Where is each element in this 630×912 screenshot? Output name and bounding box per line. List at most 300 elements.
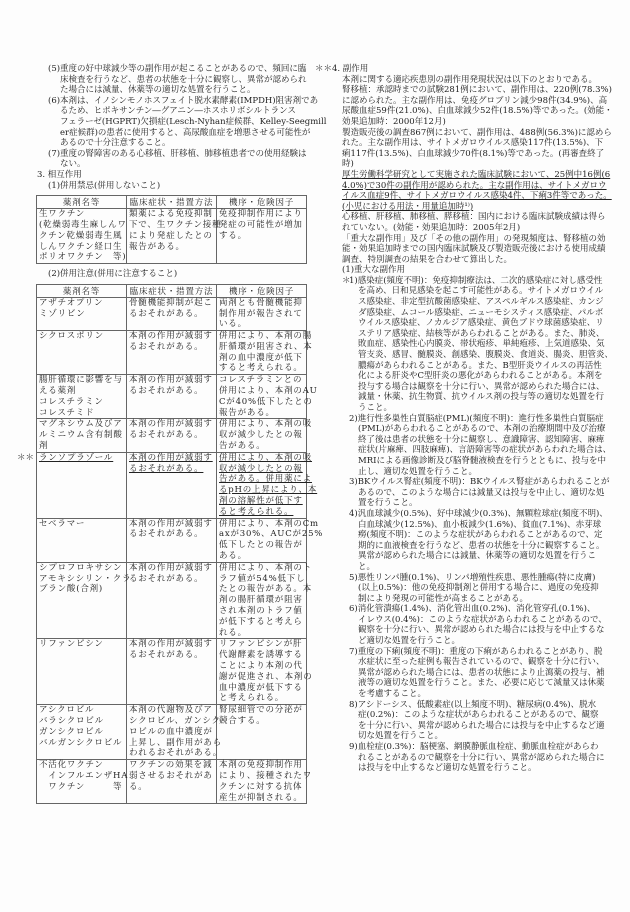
text-line-content: 9)血栓症(0.3%)：脳梗塞、網膜静脈血栓症、動脈血栓症があらわ [349, 742, 599, 752]
cell-line: シクロスポリン [39, 331, 104, 342]
adverse-reaction-item [315, 573, 615, 605]
text-line-content: 心移植、肝移植、肺移植、膵移植：国内における臨床試験成績は得ら [342, 212, 606, 223]
text-line [315, 615, 615, 626]
table-row [37, 331, 307, 375]
cell-line: るおそれがある。 [129, 341, 204, 352]
cell-line: 剤の溶解性が低下す [219, 496, 303, 507]
text-line-content: フェラーゼ(HGPRT)欠損症(Lesch-Nyhan症候群、Kelley-Seegmill [60, 116, 327, 127]
cell-line: われるおそれがある。 [129, 748, 223, 759]
cell-line: 収が減少したとの報 [219, 430, 303, 441]
table-cell [217, 209, 307, 264]
cell-line: 剤の腸肝循環が阻害 [219, 595, 303, 606]
cell-line: シクロビル、ガンシク [129, 715, 221, 726]
text-line [315, 721, 615, 732]
text-line [315, 255, 615, 266]
text-line-content: (小児における用法・用量追加時¹⁾) [342, 201, 474, 212]
cell-line: アモキシシリン・クラ [39, 573, 132, 584]
cell-line: 本剤の作用が減弱す [129, 518, 213, 529]
cell-line: シプロフロキサシン [39, 562, 123, 573]
text-line [315, 583, 615, 594]
text-line-content: れていない。(効能・効果追加時：2005年2月) [342, 222, 521, 233]
text-line-content: は投与を中止するなど適切な処置を行うこと。 [358, 763, 537, 774]
text-line [315, 117, 615, 128]
text-line-content: れた。主な副作用は、サイトメガロウイルス感染117件(13.5%)、下 [342, 138, 604, 149]
cell-line: 併用により、本剤の吸 [219, 419, 313, 430]
text-line [315, 339, 615, 350]
table-cell [127, 297, 217, 330]
cell-line: える薬剤 [39, 386, 77, 397]
cell-line: マグネシウム及びア [39, 419, 123, 430]
cell-line: 併用により、本剤の吸 [219, 452, 313, 463]
text-line [315, 424, 615, 435]
cell-line: 骨髄機能抑制が起こ [129, 297, 213, 308]
text-line-content: を十分に行い、異常が認められた場合には投与を中止するなど適 [358, 720, 605, 731]
text-line-content: 7)重度の下痢(頻度不明)：重度の下痢があらわれることがあり、脱 [349, 646, 603, 657]
text-line-content: 管支炎、感冒、髄膜炎、創感染、腹膜炎、食道炎、腸炎、胆管炎、 [358, 350, 614, 361]
text-line-content: 観察を十分に行い、異常が認められた場合には投与を中止するな [358, 625, 605, 636]
text-line-content: 止し、適切な処置を行うこと。 [358, 466, 478, 477]
text-line-content: 4.0%)で30件の副作用が認められた。主な副作用は、サイトメガロウ [342, 180, 607, 191]
text-line-content: るため、ヒポキサンチン―グアニン―ホスホリボシルトランス [60, 106, 296, 117]
table-cell [217, 452, 318, 518]
cell-line: axが30%、AUCが25% [219, 529, 324, 540]
text-line-content: 水症状に至った症例も報告されているので、観察を十分に行い、 [358, 657, 605, 668]
interaction-table-block [17, 284, 324, 805]
adverse-reaction-item [315, 414, 615, 478]
cell-line: 腸肝循環に影響を与 [39, 375, 123, 386]
text-line [36, 85, 311, 96]
cell-line: ラフ値が54%低下し [219, 573, 306, 584]
cell-line: る。 [129, 781, 148, 792]
text-line-content: 白血球減少(12.5%)、血小板減少(1.6%)、貧血(7.1%)、赤芽球 [358, 519, 602, 530]
text-line [315, 668, 615, 679]
cell-line: 本剤の作用が減弱す [129, 419, 213, 430]
table-cell [217, 639, 313, 705]
text-line-content: ダ感染症、ムコール感染症、ニューモシスティス感染症、パルボ [358, 307, 604, 318]
table-cell [217, 331, 313, 375]
cell-line: 本剤の作用が減弱す [129, 639, 213, 650]
text-line [315, 647, 615, 658]
table-cell [127, 209, 222, 264]
text-line-content: (1)併用禁忌(併用しないこと) [48, 180, 161, 191]
text-line [315, 763, 615, 774]
cell-line: Cが40%低下したとの [219, 396, 313, 407]
table-cell [37, 331, 127, 375]
table-cell [217, 760, 313, 804]
text-line-content: イレウス(0.4%)：このような症状があらわれることがあるので、 [358, 614, 607, 625]
text-line [315, 64, 615, 75]
cell-line: すると考えられる。 [219, 363, 303, 374]
table-cell [127, 452, 217, 518]
table-cell [127, 639, 217, 705]
cell-line: るおそれがある。 [129, 529, 204, 540]
text-line [315, 191, 615, 202]
text-line [315, 477, 615, 488]
table-header-cell: 薬剤名等 [37, 196, 127, 209]
section-heading [36, 170, 311, 181]
text-line-content: と。 [358, 561, 376, 572]
interaction-table [17, 284, 324, 805]
cell-line: ワクチンの効果を減 [129, 760, 213, 771]
text-line-content: 3. 相互作用 [37, 169, 82, 180]
text-line-content: 8)アシドーシス、低酸素症(以上頻度不明)、糖尿病(0.4%)、脱水 [349, 699, 597, 710]
text-line [36, 64, 311, 75]
text-line-content: 6)消化管潰瘍(1.4%)、消化管出血(0.2%)、消化管穿孔(0.1%)、 [349, 604, 596, 615]
body-paragraph [315, 212, 615, 265]
text-line [315, 286, 615, 297]
cell-line: ると考えられる。 [219, 506, 294, 517]
cell-line: 類薬による免疫抑制 [129, 209, 213, 220]
text-line [315, 509, 615, 520]
body-paragraph [315, 75, 615, 170]
cell-line: クチンに対する抗体 [219, 781, 303, 792]
adverse-reaction-item [315, 647, 615, 700]
text-line [315, 551, 615, 562]
table-cell [37, 639, 127, 705]
table-cell [37, 705, 127, 760]
cell-line: るおそれがある。 [129, 463, 204, 474]
cell-line: 本剤の作用が減弱す [129, 452, 213, 463]
text-line [36, 149, 311, 160]
text-line-content: 床検査を行うなど、患者の状態を十分に観察し、異常が認められ [60, 74, 307, 85]
text-line-content: ど適切な処置を行うこと。 [358, 636, 461, 647]
adverse-reaction-item [315, 509, 615, 573]
table-row [37, 297, 307, 330]
adverse-reaction-item [315, 477, 615, 509]
text-line-content: に認められた。主な副作用は、免疫グロブリン減少98件(34.9%)、高 [342, 95, 608, 106]
text-line [315, 223, 615, 234]
text-line-content: 5)悪性リンパ腫(0.1%)、リンパ増殖性疾患、悪性腫瘍(特に皮膚) [349, 572, 596, 583]
text-line-content: 置を行うこと。 [358, 498, 418, 509]
interaction-table [36, 195, 307, 264]
text-line [315, 594, 615, 605]
right-column [315, 64, 615, 774]
text-line-content: 痢117件(13.5%)、白血球減少70件(8.1%)等であった。(再審査終了 [342, 148, 605, 159]
cell-line: クチン乾燥弱毒生風 [39, 230, 123, 241]
cell-line: ランソプラゾール [39, 452, 114, 463]
cell-line: アシクロビル [39, 705, 95, 716]
text-line-content: うこと。 [358, 403, 393, 413]
text-line [315, 456, 615, 467]
text-line [315, 753, 615, 764]
cell-line: ある。 [219, 551, 247, 562]
cell-line: リファンピシン [39, 639, 104, 650]
text-line [315, 308, 615, 319]
text-line-content: er症候群)の患者に使用すると、高尿酸血症を増悪させる可能性が [60, 127, 311, 138]
text-line-content: を高め、日和見感染を起こす可能性がある。サイトメガロウイル [358, 286, 604, 297]
cell-line: るpHの上昇により、本 [219, 485, 318, 496]
cell-line: ガンシクロビル [39, 726, 104, 737]
text-line [315, 329, 615, 340]
cell-line: により、接種されたワ [219, 770, 313, 781]
table-row [37, 452, 307, 518]
text-line-content: 減量・休薬、抗生物質、抗ウイルス剤の投与等の適切な処置を行 [358, 392, 604, 403]
text-line [315, 96, 615, 107]
table-cell [37, 375, 127, 419]
numbered-paragraph [36, 64, 311, 96]
text-line [36, 138, 311, 149]
table-cell [127, 562, 217, 639]
cell-line: ポリオワクチン 等) [39, 252, 127, 263]
text-line [315, 530, 615, 541]
subsection-heading [36, 269, 311, 280]
text-line-content: 症(0.2%)：このような症状があらわれることがあるので、観察 [358, 710, 599, 721]
text-line-content: 膿瘍があらわれることがある。また、B型肝炎ウイルスの再活性 [358, 360, 602, 371]
text-line [36, 116, 327, 128]
cell-line: ブラン酸(合剤) [39, 584, 104, 595]
cell-line: 併用により、本剤の腸 [219, 331, 313, 342]
table-cell [217, 297, 307, 330]
cell-line: コレスチラミン [39, 396, 104, 407]
cell-line: アザチオプリン [39, 297, 104, 308]
cell-line: 本剤の代謝物及びア [129, 705, 213, 716]
cell-line: るおそれがある。 [129, 650, 204, 661]
text-line [315, 244, 615, 255]
table-cell [127, 419, 217, 452]
adverse-reaction-item [315, 604, 615, 646]
text-line [315, 318, 615, 329]
text-line-content: た場合には減量、休薬等の適切な処置を行うこと。 [60, 85, 256, 96]
text-line [36, 75, 311, 86]
numbered-paragraph [36, 149, 311, 170]
table-header-row [37, 284, 307, 297]
text-line-content: 異常が認められた場合には減量、休薬等の適切な処置を行うこ [358, 551, 597, 562]
table-cell [217, 705, 307, 760]
cell-line: 低下したとの報告が [219, 540, 303, 551]
text-line-content: れることがあるので観察を十分に行い、異常が認められた場合に [358, 752, 605, 763]
cell-line: 報告がある。 [129, 241, 185, 252]
cell-line: コレスチミド [39, 407, 95, 418]
cell-line: 発症の可能性が増加 [219, 219, 303, 230]
text-line-content: 製造販売後の調査867例において、副作用は、488例(56.3%)に認めら [342, 127, 612, 138]
table-cell [217, 419, 313, 452]
cell-line: ミゾリビン [39, 308, 86, 319]
cell-line: バルガンシクロビル [39, 737, 123, 748]
table-cell [37, 419, 127, 452]
table-cell [127, 705, 223, 760]
cell-line: 剤 [39, 441, 49, 452]
table-header-cell: 臨床症状・措置方法 [127, 284, 217, 297]
text-line [315, 371, 615, 382]
cell-line: ロビルの血中濃度が [129, 726, 213, 737]
table-row [37, 639, 307, 705]
cell-line: 免疫抑制作用により [219, 209, 303, 220]
cell-line: され本剤のトラフ値 [219, 606, 303, 617]
subsection-heading [36, 181, 311, 192]
table-cell [127, 760, 217, 804]
table-row [37, 518, 307, 562]
text-line [36, 269, 311, 280]
cell-line: 産生が抑制される。 [219, 792, 303, 803]
text-line-content: MRIによる画像診断及び脳脊髄液検査を行うとともに、投与を中 [358, 455, 606, 466]
text-line [315, 361, 615, 372]
subsection-heading [315, 265, 615, 276]
text-line [315, 445, 615, 456]
text-line [315, 636, 615, 647]
text-line [315, 657, 615, 668]
cell-line: が低下すると考えら [219, 616, 303, 627]
text-line [315, 710, 615, 721]
table-row [37, 209, 307, 264]
cell-line: セベラマー [39, 518, 86, 529]
text-line-content: 症状(片麻痺、四肢麻痺)、言語障害等の症状があらわれた場合は、 [358, 445, 612, 456]
cell-line: 報告がある。 [219, 407, 275, 418]
text-line-content: 「重大な副作用」及び「その他の副作用」の発現頻度は、腎移植の効 [342, 233, 606, 244]
table-cell [217, 375, 318, 419]
cell-line: (乾燥弱毒生麻しんワ [39, 219, 127, 230]
table-cell [127, 331, 217, 375]
text-line [315, 414, 615, 425]
cell-line: 剤の血中濃度が低下 [219, 352, 303, 363]
cell-line: 弱させるおそれがあ [129, 770, 213, 781]
table-header-row [37, 196, 307, 209]
table-cell [37, 209, 127, 264]
cell-line: ルミニウム含有制酸 [39, 430, 123, 441]
cell-line: 併用により、本剤のAU [219, 386, 318, 397]
text-line-content: (PML)があらわれることがあるので、本剤の治療期間中及び治療 [358, 424, 606, 435]
text-line-content: 敗血症、感染性心内膜炎、帯状疱疹、単純疱疹、上気道感染、気 [358, 339, 605, 350]
text-line [315, 520, 615, 531]
revision-mark: ＊＊ [315, 64, 333, 74]
text-line [315, 403, 615, 414]
text-line-content: 時) [342, 159, 354, 170]
text-line [315, 106, 615, 117]
table-cell [37, 760, 127, 804]
cell-line: と考えられる。 [219, 693, 285, 704]
text-line [315, 138, 615, 149]
text-line [315, 700, 615, 711]
cell-line: 制作用が報告されて [219, 308, 303, 319]
text-line [315, 498, 615, 509]
text-line-content: ステリア感染症、結核等があらわれることがある。また、肺炎、 [358, 328, 605, 339]
cell-line: 収が減少したとの報 [219, 463, 303, 474]
text-line-content: 制により発現の可能性が高まることがある。 [358, 593, 529, 604]
text-line-content: 異常が認められた場合には、患者の状態により止瀉薬の投与、補 [358, 667, 605, 678]
table-header-cell: 機序・危険因子 [217, 196, 307, 209]
cell-line: 不活化ワクチン [39, 760, 104, 771]
text-line [315, 202, 615, 213]
text-line-content: 4. 副作用 [332, 64, 369, 74]
table-row [37, 419, 307, 452]
body-paragraph [315, 170, 615, 212]
text-line [315, 604, 615, 615]
text-line-content: 4)汎血球減少(0.5%)、好中球減少(0.3%)、無顆粒球症(頻度不明)、 [349, 508, 608, 519]
text-line [36, 128, 311, 139]
text-line [315, 435, 615, 446]
cell-line: 競合する。 [219, 715, 266, 726]
text-line [315, 276, 615, 287]
text-line-content: 尿酸血症59件(21.0%)、白血球減少52件(18.5%)等であった。(効能・ [342, 106, 613, 117]
cell-line: 告がある。併用薬によ [219, 474, 313, 485]
text-line [36, 159, 311, 170]
cell-line: 本剤の作用が減弱す [129, 375, 213, 386]
cell-line: する。 [219, 230, 247, 241]
text-line [315, 392, 615, 403]
table-header-cell: 機序・危険因子 [217, 284, 307, 297]
cell-line: により発症したとの [129, 230, 213, 241]
cell-line: 代謝酵素を誘導する [219, 650, 303, 661]
table-cell [217, 518, 324, 562]
text-line [36, 106, 311, 117]
text-line-content: (1)重大な副作用 [342, 265, 406, 276]
cell-line: 上昇し、副作用があら [129, 737, 223, 748]
cell-line: るおそれがある。 [129, 308, 204, 319]
cell-line: 生ワクチン [39, 209, 86, 220]
revision-mark: ＊ [342, 275, 351, 286]
text-line-content: 2)進行性多巣性白質脳症(PML)(頻度不明)：進行性多巣性白質脳症 [349, 413, 604, 424]
text-line [315, 742, 615, 753]
table-row [37, 562, 307, 639]
cell-line: 本剤の作用が減弱す [129, 562, 213, 573]
text-line-content: 投与する場合は観察を十分に行い、異常が認められた場合には、 [358, 381, 605, 392]
adverse-reaction-item [315, 700, 615, 742]
text-line [315, 85, 615, 96]
table-cell [127, 375, 217, 419]
text-line-content: ウイルス感染症、ノカルジア感染症、黄色ブドウ球菌感染症、リ [358, 318, 604, 329]
text-line [315, 159, 615, 170]
text-line [315, 265, 615, 276]
text-line [315, 297, 615, 308]
text-line-content: あるので十分注意すること。 [60, 138, 171, 149]
cell-line: 本剤の作用が減弱す [129, 331, 213, 342]
left-column [17, 64, 327, 804]
table-cell [37, 562, 132, 639]
cell-line: 腎尿細管での分泌が [219, 705, 303, 716]
cell-line: リファンピシンが肝 [219, 639, 303, 650]
table-row [37, 375, 307, 419]
text-line-content: 終了後は患者の状態を十分に観察し、意識障害、認知障害、麻痺 [358, 434, 605, 445]
cell-line: 告がある。 [219, 441, 266, 452]
text-line [315, 212, 615, 223]
text-line [315, 170, 615, 181]
cell-line: るおそれがある。 [129, 573, 204, 584]
cell-line: 併用により、本剤のト [219, 562, 313, 573]
cell-line: いる。 [219, 319, 247, 330]
revision-mark: ＊＊ [17, 452, 35, 463]
table-header-cell: 臨床症状・措置方法 [127, 196, 217, 209]
interaction-table-block [36, 195, 311, 264]
text-line-content: 厚生労働科学研究として実施された臨床試験において、25例中16例(6 [342, 169, 611, 180]
text-line-content: 効果追加時：2000年12月) [342, 116, 446, 127]
cell-line: るおそれがある。 [129, 430, 204, 441]
text-line [315, 541, 615, 552]
cell-line: たとの報告がある。本 [219, 584, 313, 595]
text-line-content: 切な処置を行うこと。 [358, 731, 444, 742]
text-line [315, 181, 615, 192]
table-row [37, 760, 307, 804]
cell-line: るおそれがある。 [129, 386, 204, 397]
text-line [315, 678, 615, 689]
cell-line: 下で、生ワクチン接種 [129, 219, 222, 230]
text-line [315, 350, 615, 361]
text-line-content: 液等の適切な処置を行うこと。また、必要に応じて減量又は休薬 [358, 678, 605, 689]
table-cell [17, 452, 127, 518]
text-line [36, 95, 319, 107]
cell-line: れる。 [219, 627, 247, 638]
text-line-content: 能・効果追加時までの国内臨床試験及び製造販売後における使用成績 [342, 244, 606, 255]
text-line [315, 382, 615, 393]
text-line-content: 調査、特別調査の結果を合わせて算出した。 [342, 254, 513, 265]
text-line-content: (6)本剤は、イノシンモノホスフェイト脱水素酵素(IMPDH)阻害剤であ [48, 95, 319, 106]
text-line [36, 170, 311, 181]
text-line [315, 149, 615, 160]
text-line-content: ス感染症、非定型抗酸菌感染症、アスペルギルス感染症、カンジ [358, 297, 604, 308]
text-line-content: 腎移植：承認時までの試験281例において、副作用は、220例(78.3%) [342, 85, 612, 96]
text-line [315, 467, 615, 478]
text-line-content: あるので、このような場合には減量又は投与を中止し、適切な処 [358, 487, 605, 498]
text-line [315, 128, 615, 139]
cell-line: 血中濃度が低下する [219, 682, 303, 693]
